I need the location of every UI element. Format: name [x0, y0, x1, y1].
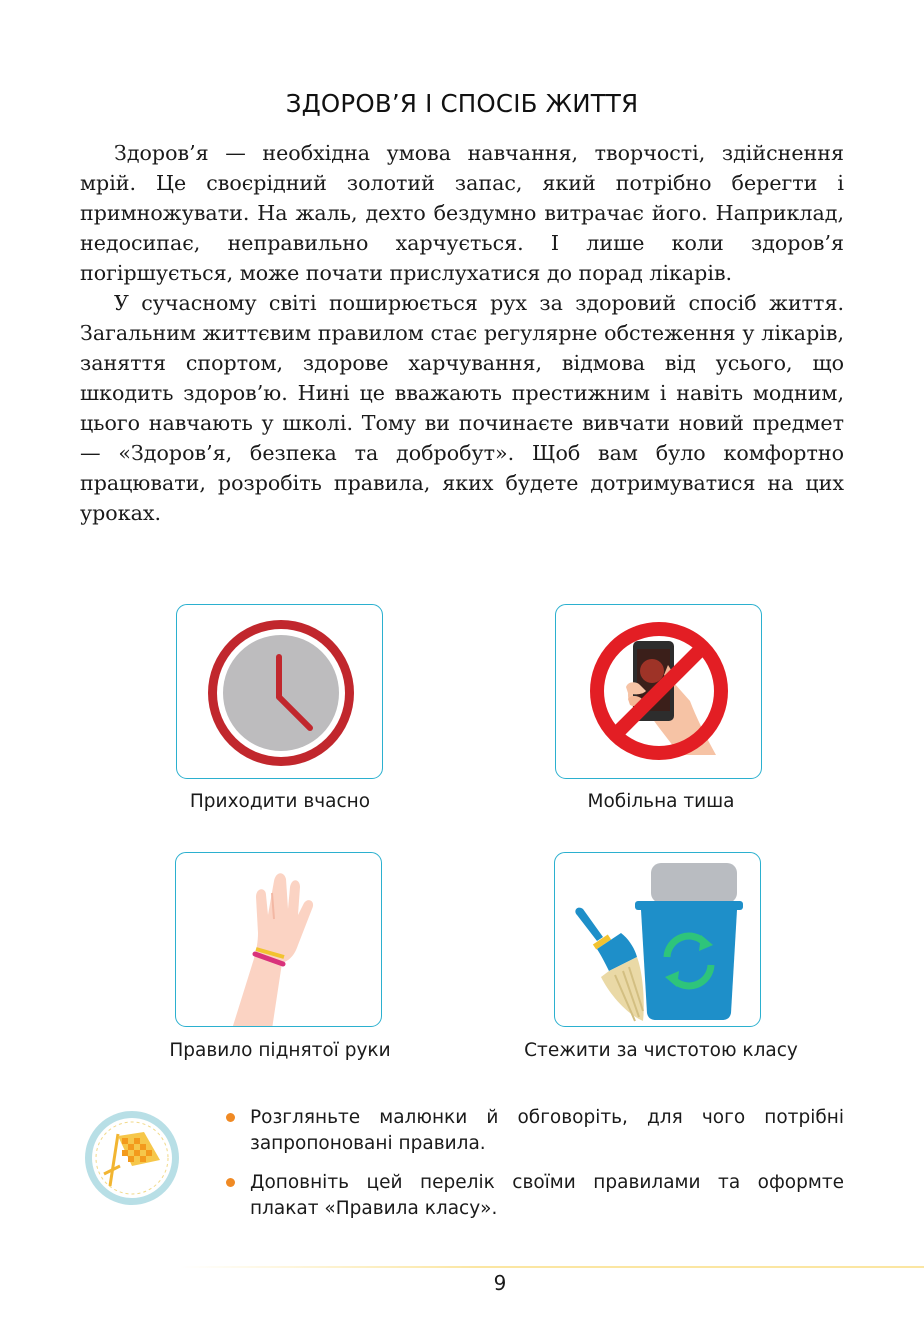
bullet-icon [226, 1178, 235, 1187]
rule-caption: Приходити вчасно [189, 791, 371, 812]
list-item [226, 1170, 844, 1222]
rule-caption: Правило піднятої руки [169, 1040, 391, 1061]
task-text: Розгляньте малюнки й обговоріть, для чого потрібні запропоновані правила. [250, 1107, 844, 1154]
paragraph: У сучасному світі поширюється рух за здоровий спосіб життя. Загальним життєвим правилом стає регулярне обстеження у лікарів, заняття спортом, здорове харчування, відмова від усього, що шкодить здоров’ю. Нині це вважають престижним і навіть модним, цього навчають у школі. Тому ви починаєте вивчати новий предмет — «Здоров’я, безпека та добробут». Щоб вам було комфортно працювати, розробіть правила, яких будете дотримуватися на цих уроках. [80, 291, 844, 525]
no-phone-icon [556, 605, 762, 779]
footer-divider [180, 1266, 924, 1268]
rule-card-raised-hand [175, 852, 382, 1027]
rule-card-mobile-silence [555, 604, 762, 779]
task-list [226, 1105, 844, 1235]
rule-card-punctuality [176, 604, 383, 779]
raised-hand-icon [176, 853, 382, 1027]
checkered-flag-icon [82, 1108, 182, 1208]
page-title: ЗДОРОВ’Я І СПОСІБ ЖИТТЯ [285, 89, 639, 119]
task-text: Доповніть цей перелік своїми правилами та оформте плакат «Правила класу». [250, 1172, 844, 1219]
rule-caption: Стежити за чистотою класу [524, 1040, 798, 1061]
list-item [226, 1105, 844, 1157]
trash-bin-icon [555, 853, 761, 1027]
rule-caption: Мобільна тиша [587, 791, 735, 812]
paragraph: Здоров’я — необхідна умова навчання, творчості, здійснення мрій. Це своєрідний золотий запас, який потрібно берегти і примножувати. На жаль, дехто бездумно витрачає його. Наприклад, недосипає, неправильно харчується. І лише коли здоров’я погіршується, може почати прислухатися до порад лікарів. [80, 141, 844, 285]
clock-icon [177, 605, 383, 779]
bullet-icon [226, 1113, 235, 1122]
page-number: 9 [493, 1271, 507, 1295]
intro-text [80, 138, 844, 528]
rule-card-cleanliness [554, 852, 761, 1027]
